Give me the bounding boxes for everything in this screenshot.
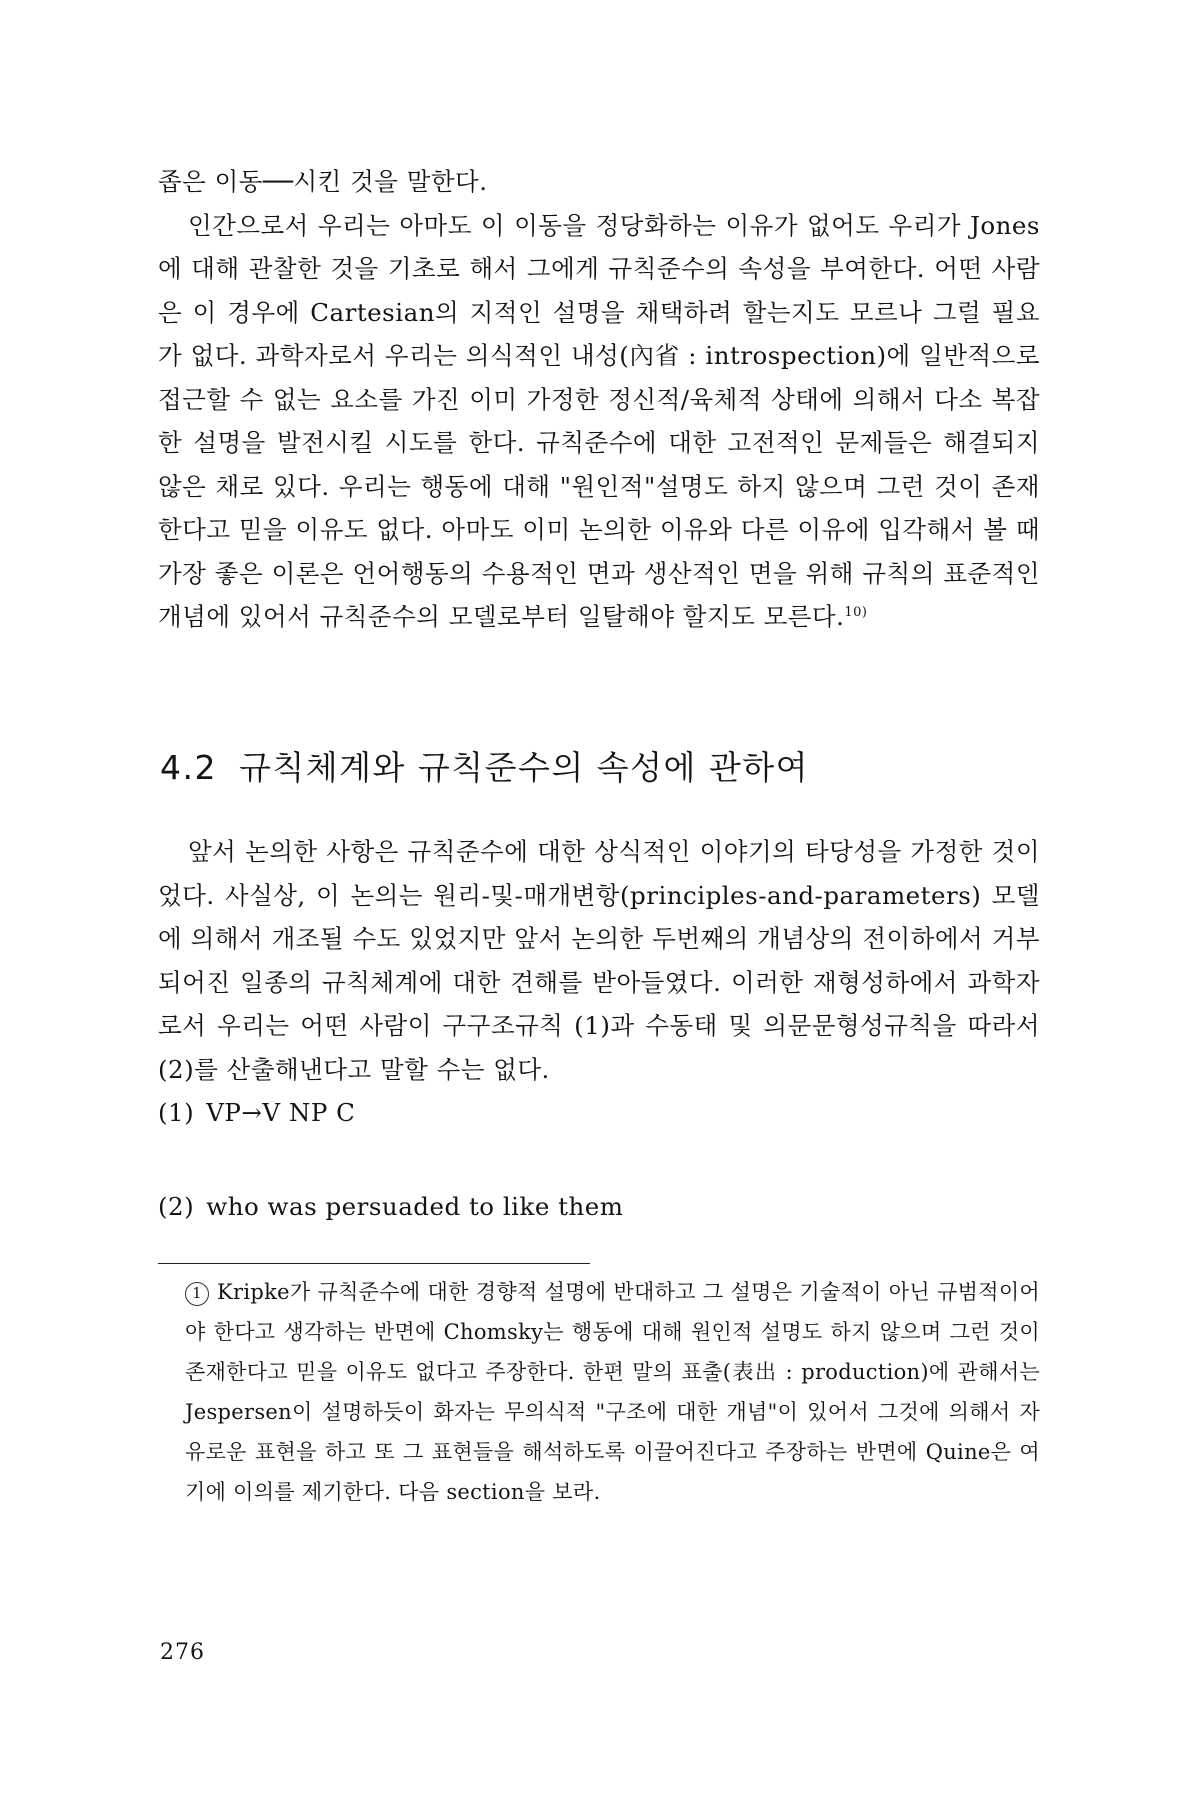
example-2-text: who was persuaded to like them xyxy=(206,1192,624,1221)
footnote-marker: 1 xyxy=(185,1282,209,1306)
footnote-reference: 10) xyxy=(844,604,868,620)
example-1-label: (1) xyxy=(158,1098,195,1127)
paragraph-rule-following-text: 인간으로서 우리는 아마도 이 이동을 정당화하는 이유가 없어도 우리가 Jones에 대해 관찰한 것을 기초로 해서 그에게 규칙준수의 속성을 부여한다. 어떤 사람은 이 경우에 Cartesian의 지적인 설명을 채택하려 할는지도 모르나 그럴 필요가 없다. 과학자로서 우리는 의식적인 내성(內省 : introspection)에 일반적으로 접근할 수 없는 요소를 가진 이미 가정한 정신적/육체적 상태에 의해서 다소 복잡한 설명을 발전시킬 시도를 한다. 규칙준수에 대한 고전적인 문제들은 해결되지 않은 채로 있다. 우리는 행동에 대해 "원인적"설명도 하지 않으며 그런 것이 존재한다고 믿을 이유도 없다. 아마도 이미 논의한 이유와 다른 이유에 입각해서 볼 때 가장 좋은 이론은 언어행동의 수용적인 면과 생산적인 면을 위해 규칙의 표준적인 개념에 있어서 규칙준수의 모델로부터 일탈해야 할지도 모른다. xyxy=(158,210,1040,631)
footnote-body xyxy=(185,1272,1040,1512)
footnote-divider xyxy=(158,1263,590,1264)
footnote-text: Kripke가 규칙준수에 대한 경향적 설명에 반대하고 그 설명은 기술적이 아닌 규범적이어야 한다고 생각하는 반면에 Chomsky는 행동에 대해 원인적 설명도 하지 않으며 그런 것이 존재한다고 믿을 이유도 없다고 주장한다. 한편 말의 표출(表出 : production)에 관해서는 Jespersen이 설명하듯이 화자는 무의식적 "구조에 대한 개념"이 있어서 그것에 의해서 자유로운 표현을 하고 또 그 표현들을 해석하도록 이끌어진다고 주장하는 반면에 Quine은 여기에 이의를 제기한다. 다음 section을 보라. xyxy=(185,1280,1040,1504)
body-text-section xyxy=(158,830,1040,1091)
example-2-label: (2) xyxy=(158,1192,195,1221)
paragraph-rule-following xyxy=(158,204,1040,639)
paragraph-section-intro: 앞서 논의한 사항은 규칙준수에 대한 상식적인 이야기의 타당성을 가정한 것이었다. 사실상, 이 논의는 원리-및-매개변항(principles-and-parameters) 모델에 의해서 개조될 수도 있었지만 앞서 논의한 두번째의 개념상의 전이하에서 거부되어진 일종의 규칙체계에 대한 견해를 받아들였다. 이러한 재형성하에서 과학자로서 우리는 어떤 사람이 구구조규칙 (1)과 수동태 및 의문문형성규칙을 따라서 (2)를 산출해낸다고 말할 수는 없다. xyxy=(158,837,1040,1084)
example-1-text: VP→V NP C xyxy=(206,1098,356,1127)
page-number: 276 xyxy=(160,1640,205,1665)
example-2 xyxy=(158,1192,624,1221)
section-title: 규칙체계와 규칙준수의 속성에 관하여 xyxy=(238,748,810,787)
body-text-top xyxy=(158,160,1040,639)
section-number: 4.2 xyxy=(160,748,217,787)
paragraph-continuation: 좁은 이동──시킨 것을 말한다. xyxy=(158,167,488,196)
example-1 xyxy=(158,1098,355,1127)
section-heading xyxy=(160,742,809,789)
footnote xyxy=(185,1272,1040,1512)
